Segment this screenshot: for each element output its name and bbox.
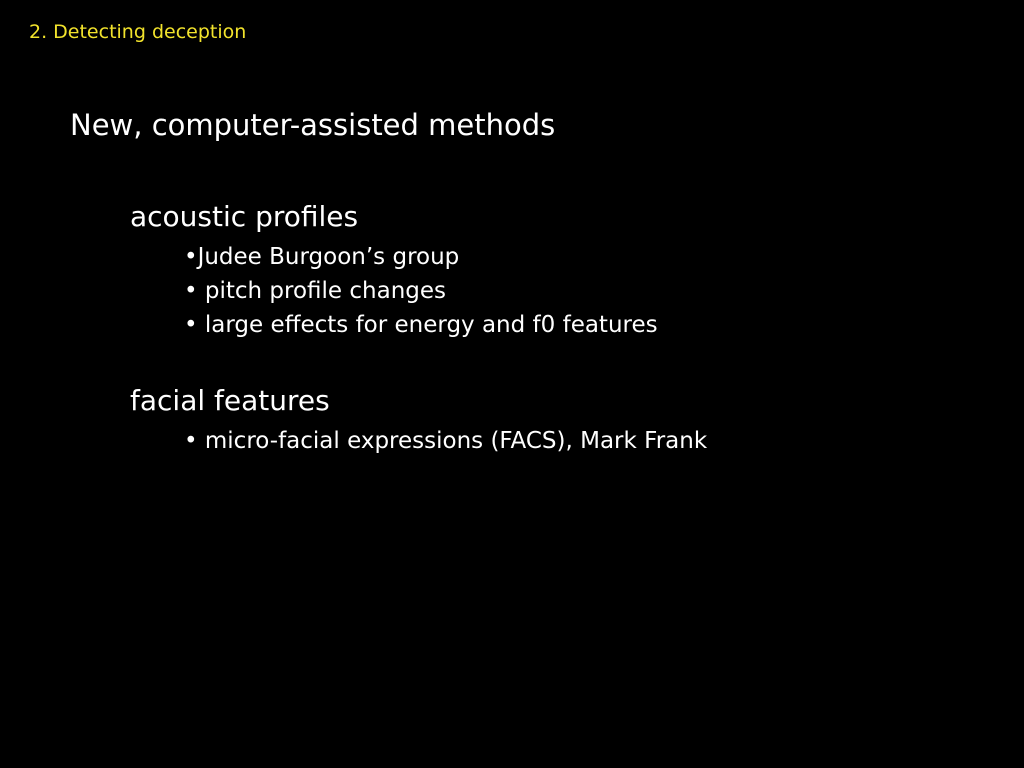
bullet-item: • micro-facial expressions (FACS), Mark Frank (184, 428, 708, 454)
bullet-item: •Judee Burgoon’s group (184, 244, 460, 270)
bullet-list-acoustic-profiles (184, 240, 658, 342)
bullet-item: • pitch profile changes (184, 278, 447, 304)
topic-heading-facial-features: facial features (130, 384, 330, 417)
bullet-list-facial-features (184, 424, 707, 458)
main-heading: New, computer-assisted methods (70, 108, 556, 142)
section-title: 2. Detecting deception (29, 21, 247, 43)
topic-heading-acoustic-profiles: acoustic profiles (130, 200, 359, 233)
bullet-item: • large effects for energy and f0 features (184, 312, 658, 338)
